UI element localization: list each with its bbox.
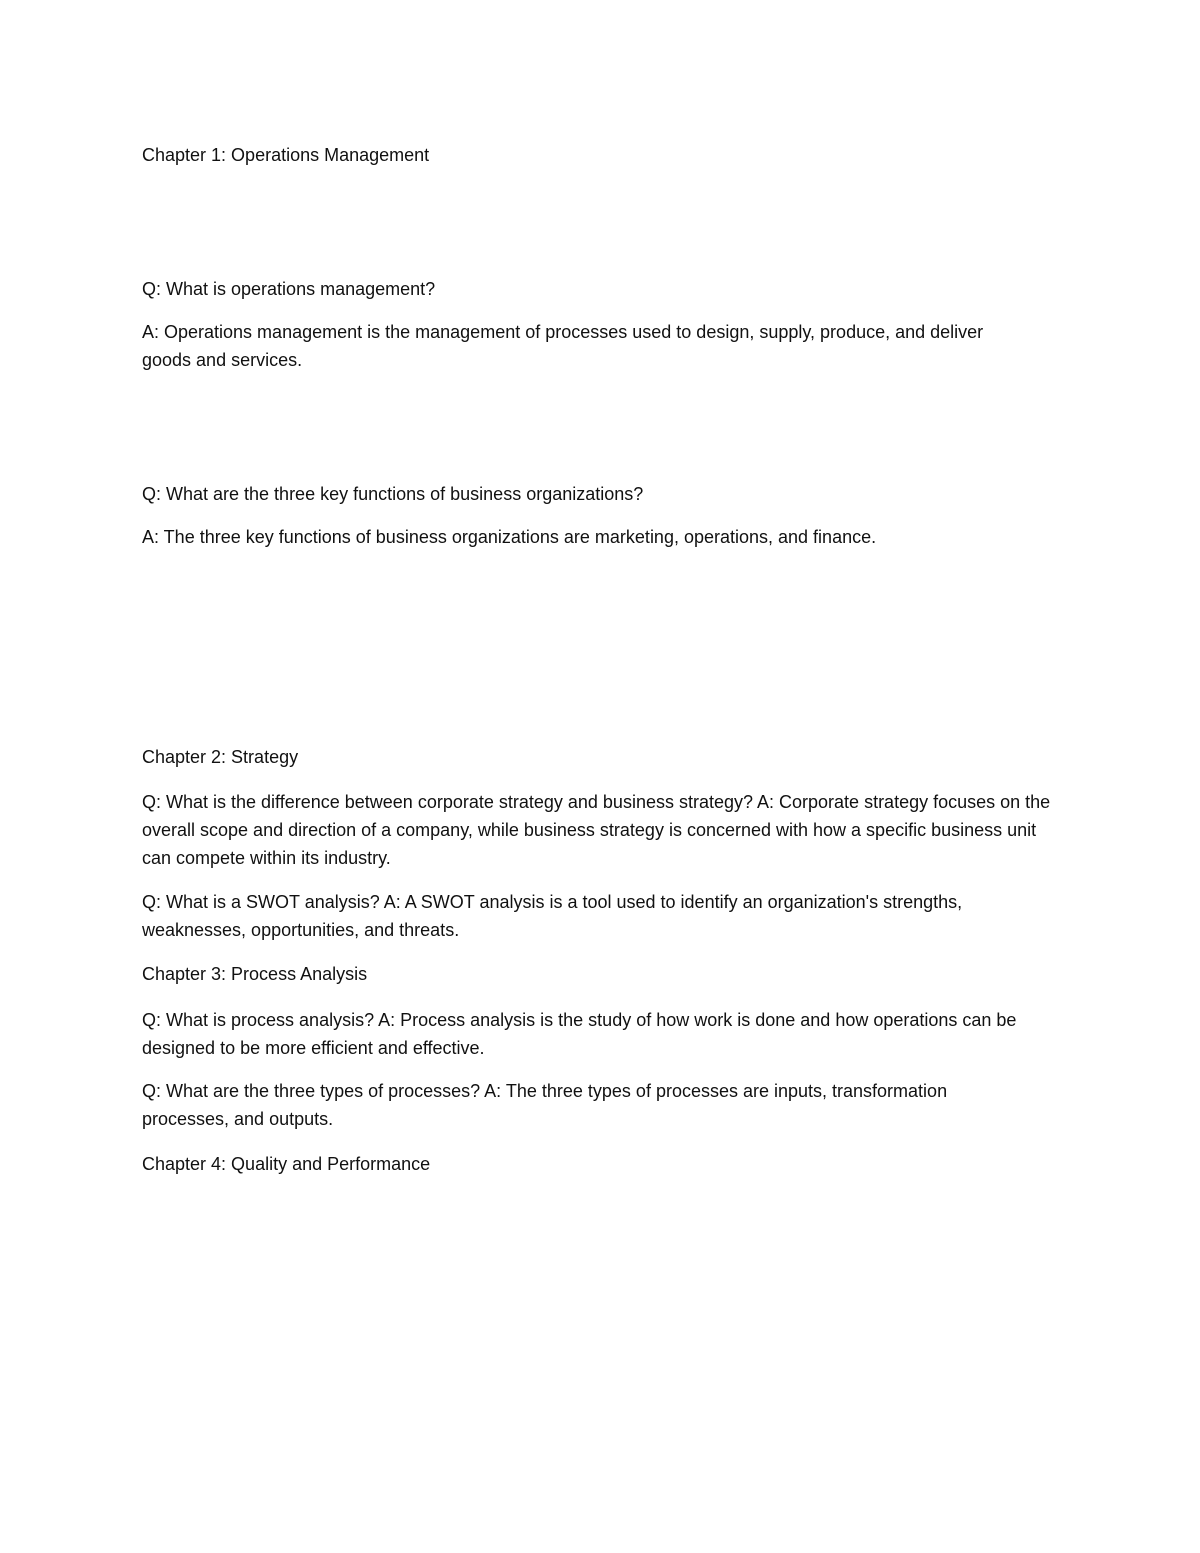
chapter-2-heading: Chapter 2: Strategy (142, 747, 299, 767)
chapter-1-answer-1: A: Operations management is the management of processes used to design, supply, produce, and deliver goods and services. (142, 322, 984, 370)
chapter-1-heading: Chapter 1: Operations Management (142, 145, 430, 165)
chapter-4-heading: Chapter 4: Quality and Performance (142, 1154, 431, 1174)
chapter-3-qa-2: Q: What are the three types of processes? A: The three types of processes are inputs, transformation processes, and outputs. (142, 1081, 948, 1129)
chapter-3-qa-1: Q: What is process analysis? A: Process analysis is the study of how work is done and how operations can be designed to be more efficient and effective. (142, 1010, 1017, 1058)
chapter-3-heading: Chapter 3: Process Analysis (142, 964, 368, 984)
chapter-1-answer-2: A: The three key functions of business organizations are marketing, operations, and finance. (142, 527, 877, 547)
chapter-2-qa-1: Q: What is the difference between corporate strategy and business strategy? A: Corporate strategy focuses on the overall scope and direction of a company, while business strategy is concerned with how a specific business unit can compete within its industry. (142, 792, 1051, 868)
chapter-1-question-2: Q: What are the three key functions of business organizations? (142, 484, 644, 504)
chapter-1-question-1: Q: What is operations management? (142, 279, 436, 299)
chapter-2-qa-2: Q: What is a SWOT analysis? A: A SWOT analysis is a tool used to identify an organization's strengths, weaknesses, opportunities, and threats. (142, 892, 963, 940)
